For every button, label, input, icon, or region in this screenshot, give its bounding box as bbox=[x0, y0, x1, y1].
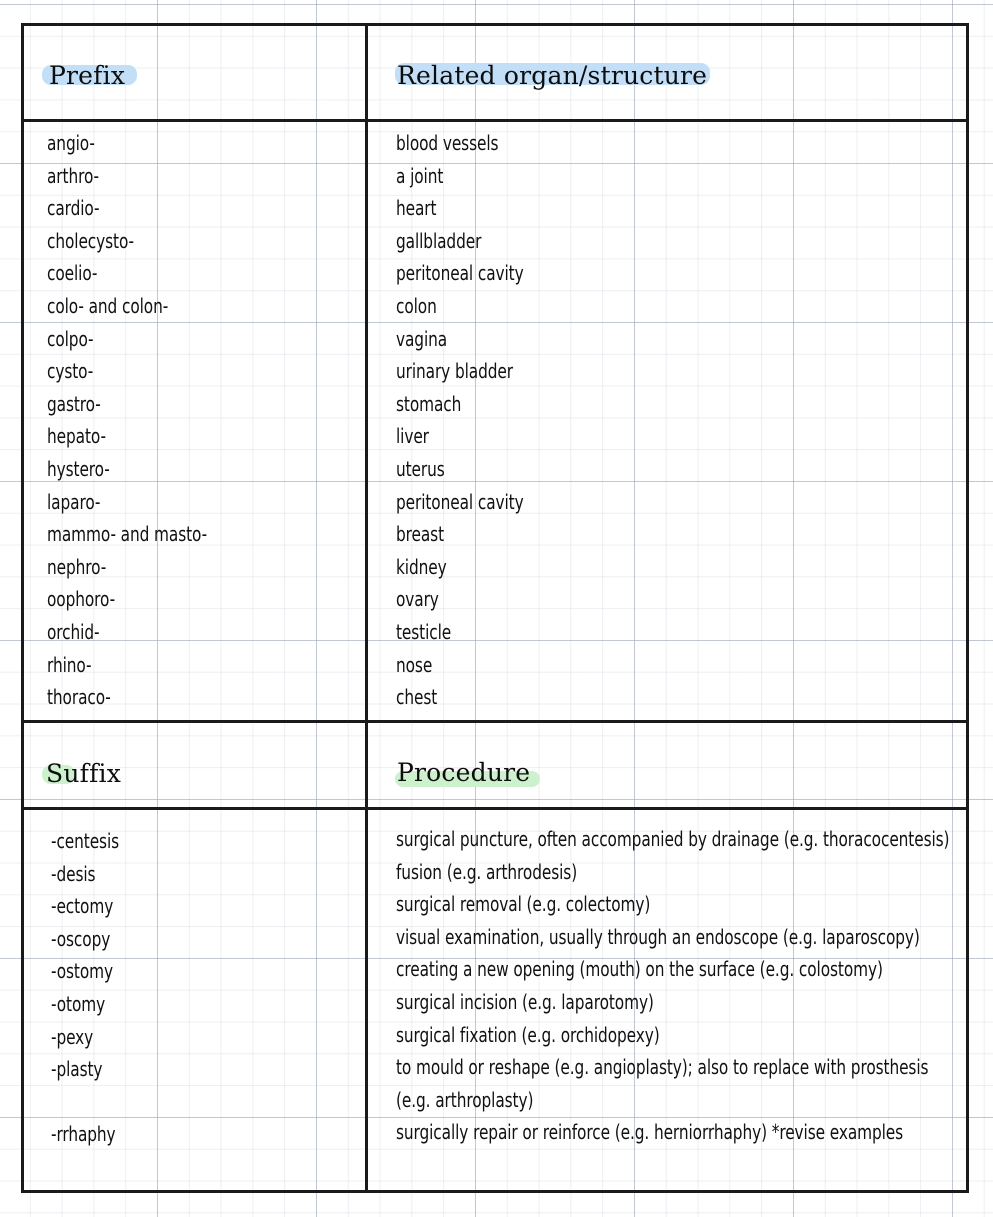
list-item: peritoneal cavity bbox=[396, 490, 524, 514]
list-item: nephro- bbox=[47, 555, 107, 579]
prefix-header-label bbox=[49, 61, 125, 90]
list-item: mammo- and masto- bbox=[47, 522, 208, 547]
list-item: cardio- bbox=[47, 196, 100, 221]
list-item: stomach bbox=[396, 392, 462, 416]
organ-header-cell bbox=[397, 61, 707, 90]
list-item: laparo- bbox=[47, 490, 101, 514]
list-item: liver bbox=[396, 425, 429, 449]
list-item: peritoneal cavity bbox=[396, 262, 524, 286]
procedure-column-list bbox=[396, 824, 991, 1150]
organ-header-label bbox=[397, 61, 707, 90]
list-item: ovary bbox=[396, 588, 439, 612]
list-item: colo- and colon- bbox=[47, 294, 169, 318]
list-item: surgical fixation (e.g. orchidopexy) bbox=[396, 1023, 660, 1047]
list-item: -pexy bbox=[51, 1025, 94, 1049]
list-item: gallbladder bbox=[396, 229, 482, 253]
list-item: -desis bbox=[51, 862, 96, 886]
list-item: breast bbox=[396, 522, 445, 547]
list-item: blood vessels bbox=[396, 131, 499, 155]
suffix-header-cell bbox=[46, 759, 121, 788]
list-item: hystero- bbox=[47, 457, 110, 481]
list-item: -ectomy bbox=[51, 894, 114, 919]
list-item: colon bbox=[396, 294, 437, 318]
procedure-header-text: Procedure bbox=[397, 758, 531, 787]
list-item: -plasty bbox=[51, 1057, 103, 1082]
list-item: rhino- bbox=[47, 653, 92, 677]
list-item: testicle bbox=[396, 620, 452, 644]
list-item: a joint bbox=[396, 164, 444, 188]
prefix-header-text: Prefix bbox=[49, 61, 126, 90]
list-item: cholecysto- bbox=[47, 229, 134, 253]
list-item: heart bbox=[396, 196, 437, 221]
organ-header-text: Related organ/structure bbox=[397, 61, 708, 90]
suffix-column-list bbox=[51, 826, 124, 1152]
list-item: angio- bbox=[47, 131, 95, 155]
list-item: kidney bbox=[396, 555, 447, 579]
list-item: visual examination, usually through an endoscope (e.g. laparoscopy) bbox=[396, 925, 920, 949]
list-item: fusion (e.g. arthrodesis) bbox=[396, 860, 578, 884]
list-item: thoraco- bbox=[47, 685, 111, 710]
suffix-header-label bbox=[46, 759, 121, 788]
list-item: uterus bbox=[396, 457, 445, 481]
list-item: (e.g. arthroplasty) bbox=[396, 1088, 534, 1112]
list-item: to mould or reshape (e.g. angioplasty); also to replace with prosthesis bbox=[396, 1055, 929, 1080]
suffix-header-text: Suffix bbox=[46, 759, 122, 788]
list-item: gastro- bbox=[47, 392, 101, 416]
list-item: colpo- bbox=[47, 327, 94, 351]
list-item: orchid- bbox=[47, 620, 100, 644]
list-item: -ostomy bbox=[51, 960, 113, 984]
list-item: coelio- bbox=[47, 262, 98, 286]
list-item: urinary bladder bbox=[396, 359, 513, 384]
list-item: -centesis bbox=[51, 829, 120, 853]
list-item: -otomy bbox=[51, 992, 106, 1016]
list-item: chest bbox=[396, 685, 438, 710]
organ-column-list bbox=[396, 128, 533, 715]
list-item: cysto- bbox=[47, 359, 94, 384]
list-item: surgical incision (e.g. laparotomy) bbox=[396, 990, 654, 1014]
procedure-header-label bbox=[397, 758, 530, 787]
prefix-column-list bbox=[47, 128, 219, 715]
list-item: vagina bbox=[396, 327, 448, 351]
list-item: creating a new opening (mouth) on the surface (e.g. colostomy) bbox=[396, 958, 883, 982]
list-item: hepato- bbox=[47, 425, 106, 449]
list-item: nose bbox=[396, 653, 433, 677]
list-item: arthro- bbox=[47, 164, 99, 188]
procedure-header-cell bbox=[397, 758, 530, 787]
list-item: surgical removal (e.g. colectomy) bbox=[396, 892, 651, 917]
list-item: oophoro- bbox=[47, 588, 116, 612]
prefix-header-cell bbox=[49, 61, 125, 90]
list-item: surgically repair or reinforce (e.g. herniorrhaphy) *revise examples bbox=[396, 1121, 904, 1145]
list-item: surgical puncture, often accompanied by drainage (e.g. thoracocentesis) bbox=[396, 827, 950, 851]
list-item: -rrhaphy bbox=[51, 1123, 116, 1147]
list-item: -oscopy bbox=[51, 927, 111, 951]
